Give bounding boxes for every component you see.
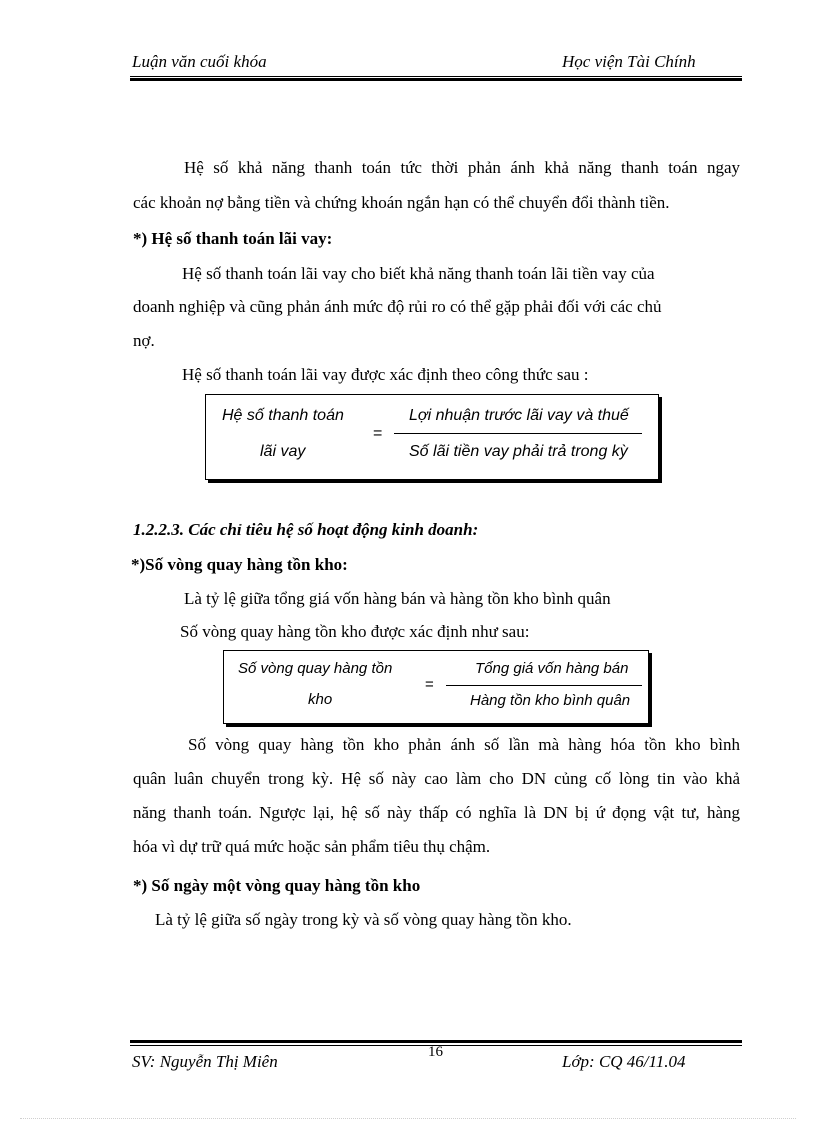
formula-interest-coverage-box [205, 394, 659, 480]
formula1-denominator: Số lãi tiền vay phải trả trong kỳ [409, 443, 628, 460]
formula2-equals: = [425, 676, 434, 693]
p7: Là tỷ lệ giữa số ngày trong kỳ và số vòng quay hàng tồn kho. [155, 910, 572, 929]
p6-line1: Số vòng quay hàng tồn kho phản ánh số lần mà hàng hóa tồn kho bình [188, 735, 740, 754]
formula2-denominator: Hàng tồn kho bình quân [470, 692, 631, 709]
formula2-lhs-line1: Số vòng quay hàng tồn [238, 660, 393, 677]
section-heading: 1.2.2.3. Các chỉ tiêu hệ số hoạt động kinh doanh: [133, 520, 479, 539]
p2-line3: nợ. [133, 331, 155, 350]
heading-inventory-turnover: *)Số vòng quay hàng tồn kho: [131, 555, 348, 574]
formula-inventory-turnover-box [223, 650, 649, 724]
footer-rule-thick [130, 1040, 742, 1043]
p3: Hệ số thanh toán lãi vay được xác định theo công thức sau : [182, 365, 589, 384]
page-bottom-edge [20, 1118, 796, 1119]
p2-line1: Hệ số thanh toán lãi vay cho biết khả năng thanh toán lãi tiền vay của [182, 264, 655, 283]
heading-interest-coverage: *) Hệ số thanh toán lãi vay: [133, 229, 333, 248]
formula1-numerator: Lợi nhuận trước lãi vay và thuế [409, 407, 629, 424]
p6-line4: hóa vì dự trữ quá mức hoặc sản phẩm tiêu thụ chậm. [133, 837, 491, 856]
header-rule-thin [130, 76, 742, 77]
p6-line2: quân luân chuyển trong kỳ. Hệ số này cao làm cho DN củng cố lòng tin vào khả [133, 769, 740, 788]
footer-page-number: 16 [428, 1044, 443, 1060]
formula1-lhs-line2: lãi vay [260, 443, 306, 460]
formula2-numerator: Tổng giá vốn hàng bán [475, 660, 629, 677]
p5: Số vòng quay hàng tồn kho được xác định như sau: [180, 622, 530, 641]
formula1-equals: = [373, 425, 383, 442]
heading-days-per-turnover: *) Số ngày một vòng quay hàng tồn kho [133, 876, 421, 895]
p2-line2: doanh nghiệp và cũng phản ánh mức độ rủi ro có thể gặp phải đối với các chủ [133, 297, 662, 316]
header-rule-thick [130, 78, 742, 81]
formula1-fraction-bar [394, 433, 642, 434]
formula1-lhs-line1: Hệ số thanh toán [222, 407, 344, 424]
p4: Là tỷ lệ giữa tổng giá vốn hàng bán và hàng tồn kho bình quân [184, 589, 611, 608]
p1-line1: Hệ số khả năng thanh toán tức thời phản ánh khả năng thanh toán ngay [184, 158, 740, 177]
formula2-fraction-bar [446, 685, 642, 686]
footer-class: Lớp: CQ 46/11.04 [562, 1052, 686, 1071]
header-left: Luận văn cuối khóa [132, 52, 267, 71]
p6-line3: năng thanh toán. Ngược lại, hệ số này thấp có nghĩa là DN bị ứ đọng vật tư, hàng [133, 803, 740, 822]
footer-student: SV: Nguyễn Thị Miên [132, 1052, 278, 1071]
header-right: Học viện Tài Chính [562, 52, 696, 71]
formula2-lhs-line2: kho [308, 691, 333, 708]
p1-line2: các khoản nợ bằng tiền và chứng khoán ngắn hạn có thể chuyển đổi thành tiền. [133, 193, 670, 212]
